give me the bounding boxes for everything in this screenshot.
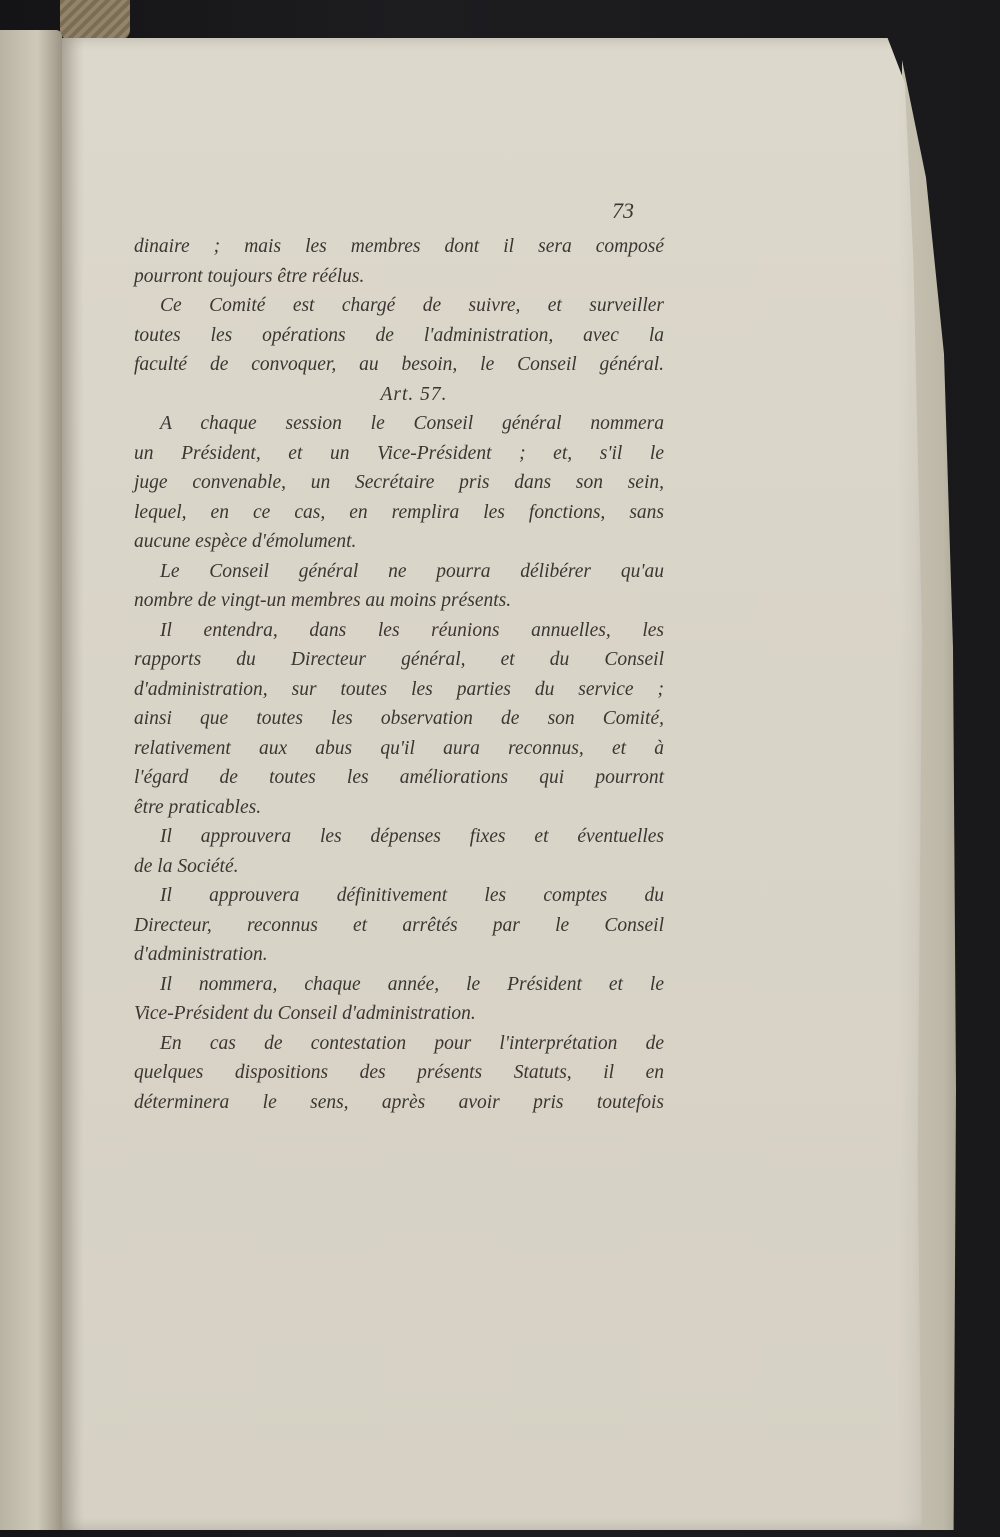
text-line: faculté de convoquer, au besoin, le Conseil général. <box>134 354 664 375</box>
text-line: Il approuvera définitivement les comptes du <box>160 885 664 906</box>
text-line: quelques dispositions des présents Statuts, il en <box>134 1062 664 1083</box>
text-line: un Président, et un Vice-Président ; et, s'il le <box>134 442 664 464</box>
text-line: Il approuvera les dépenses fixes et éventuelles <box>160 826 664 847</box>
text-line: Directeur, reconnus et arrêtés par le Conseil <box>134 914 664 936</box>
text-line: relativement aux abus qu'il aura reconnus, et à <box>134 737 664 759</box>
text-line: rapports du Directeur général, et du Conseil <box>134 649 664 670</box>
text-line: Il entendra, dans les réunions annuelles, les <box>160 619 664 641</box>
text-line: être praticables. <box>134 796 262 818</box>
page-number: 73 <box>612 198 634 223</box>
text-line: En cas de contestation pour l'interprétation de <box>160 1032 664 1054</box>
text-line: toutes les opérations de l'administration, avec la <box>134 324 664 346</box>
text-line: Le Conseil général ne pourra délibérer qu'au <box>160 560 664 582</box>
page-gutter-shadow <box>62 38 84 1530</box>
text-line: Vice-Président du Conseil d'administration. <box>134 1003 476 1024</box>
page-text <box>134 196 664 1117</box>
text-line: Il nommera, chaque année, le Président et le <box>160 973 664 995</box>
binding-thread <box>60 0 130 40</box>
text-line: lequel, en ce cas, en remplira les fonctions, sans <box>134 501 664 523</box>
article-heading: Art. 57. <box>380 383 448 405</box>
text-line: juge convenable, un Secrétaire pris dans son sein, <box>134 472 664 493</box>
facing-page-edge <box>0 30 62 1530</box>
text-line: l'égard de toutes les améliorations qui pourront <box>134 767 664 788</box>
text-line: d'administration, sur toutes les parties du service ; <box>134 678 664 700</box>
text-line: dinaire ; mais les membres dont il sera composé <box>134 236 664 257</box>
text-line: d'administration. <box>134 944 268 965</box>
text-line: nombre de vingt-un membres au moins présents. <box>134 590 512 611</box>
text-line: de la Société. <box>134 855 239 877</box>
text-line: déterminera le sens, après avoir pris toutefois <box>134 1091 664 1113</box>
text-line: Ce Comité est chargé de suivre, et surveiller <box>160 295 664 316</box>
text-line: ainsi que toutes les observation de son Comité, <box>134 708 664 729</box>
text-line: pourront toujours être réélus. <box>134 265 365 287</box>
text-line: A chaque session le Conseil général nommera <box>160 413 664 434</box>
text-line: aucune espèce d'émolument. <box>134 531 357 552</box>
